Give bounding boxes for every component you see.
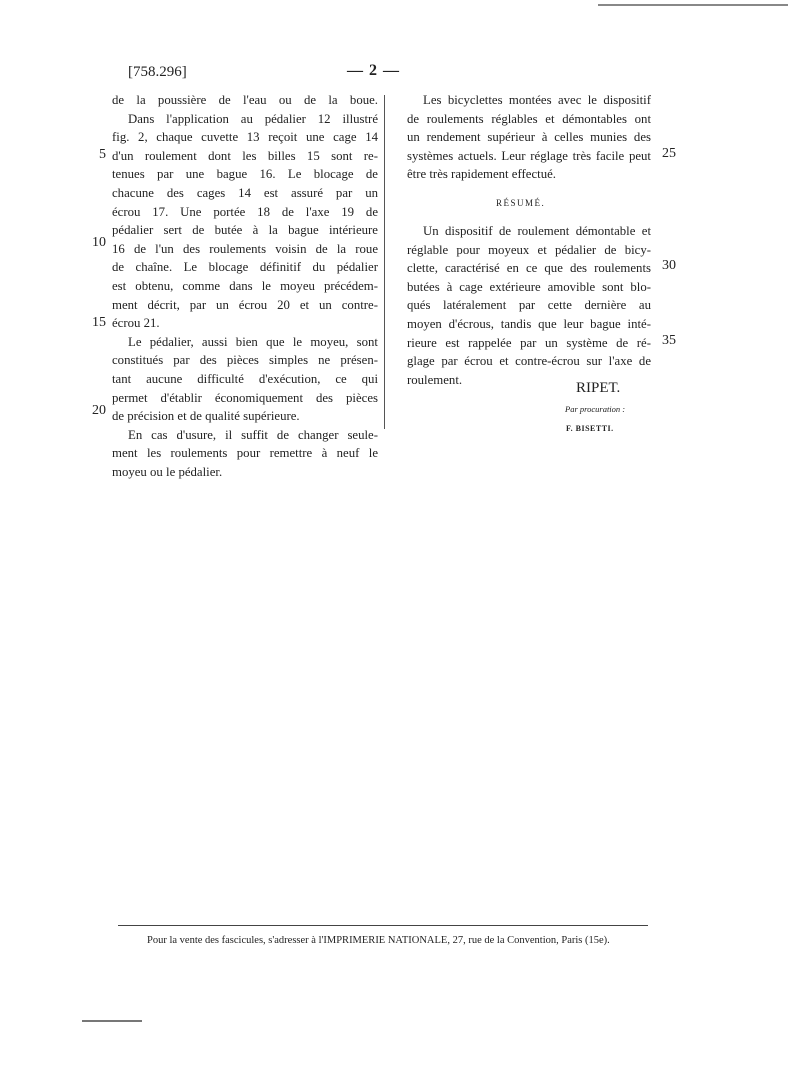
corner-rule: [82, 1020, 142, 1022]
line-number: 30: [662, 258, 676, 273]
signature-note: Par procuration :: [565, 404, 626, 414]
line-number: 5: [99, 147, 106, 162]
text-line: Les bicyclettes montées avec le dispositif: [423, 93, 651, 107]
text-line: un rendement supérieur à celles munies des: [407, 130, 651, 145]
line-number: 10: [92, 235, 106, 250]
line-number: 25: [662, 146, 676, 161]
text-line: clette, caractérisé en ce que des roulements: [407, 261, 651, 276]
text-line: Dans l'application au pédalier 12 illustré: [128, 111, 378, 126]
text-line: systèmes actuels. Leur réglage très facile peut: [407, 148, 651, 163]
right-column-paragraph: [407, 91, 651, 184]
text-line: moyeu ou le pédalier.: [112, 464, 223, 479]
line-number: 15: [92, 315, 106, 330]
text-line: est obtenu, comme dans le moyeu précédem-: [112, 278, 378, 293]
text-line: réglable pour moyeux et pédalier de bicy-: [407, 242, 651, 257]
text-line: écrou 21.: [112, 316, 160, 331]
text-line: fig. 2, chaque cuvette 13 reçoit une cage 14: [112, 130, 378, 145]
footer-text: Pour la vente des fascicules, s'adresser à l'IMPRIMERIE NATIONALE, 27, rue de la Convention, Paris (15e).: [147, 935, 610, 946]
text-line: qués latéralement par cette dernière au: [407, 298, 651, 313]
resume-text: [407, 222, 651, 389]
patent-number: [758.296]: [128, 64, 187, 80]
left-column: [112, 91, 378, 481]
text-line: être très rapidement effectué.: [407, 167, 556, 182]
text-line: tenues par une bague 16. Le blocage de: [112, 167, 378, 182]
text-line: glage par écrou et contre-écrou sur l'axe de: [407, 354, 651, 369]
text-line: En cas d'usure, il suffit de changer seule-: [128, 427, 378, 442]
text-line: de chaîne. Le blocage définitif du pédalier: [112, 260, 378, 275]
text-line: 16 de l'un des roulements voisin de la roue: [112, 241, 378, 256]
column-divider: [384, 95, 385, 429]
resume-title: RÉSUMÉ.: [496, 198, 546, 208]
text-line: moyen d'écrous, tandis que leur bague inté-: [407, 316, 651, 331]
top-rule: [598, 4, 788, 6]
text-line: constitués par des pièces simples ne présen-: [112, 353, 378, 368]
text-line: d'un roulement dont les billes 15 sont re-: [112, 148, 378, 163]
text-line: permet d'établir économiquement des pièces: [112, 390, 378, 405]
attorney-name: F. BISETTI.: [566, 424, 614, 433]
text-line: écrou 17. Une portée 18 de l'axe 19 de: [112, 204, 378, 219]
page-number: — 2 —: [347, 62, 400, 79]
text-line: roulement.: [407, 372, 463, 387]
line-number: 20: [92, 403, 106, 418]
signature-name: RIPET.: [576, 380, 621, 396]
text-line: de précision et de qualité supérieure.: [112, 409, 300, 424]
text-line: de roulements réglables et démontables ont: [407, 111, 651, 126]
text-line: butées à cage extérieure amovible sont blo-: [407, 279, 651, 294]
text-line: tant aucune difficulté d'exécution, ce qui: [112, 371, 378, 386]
text-line: ment décrit, par un écrou 20 et un contre-: [112, 297, 378, 312]
text-line: de la poussière de l'eau ou de la boue.: [112, 93, 378, 107]
text-line: Un dispositif de roulement démontable et: [423, 224, 651, 238]
text-line: Le pédalier, aussi bien que le moyeu, sont: [128, 334, 378, 349]
text-line: rieure est rappelée par un système de ré-: [407, 335, 651, 350]
text-line: pédalier sert de butée à la bague intérieure: [112, 223, 378, 238]
footer-rule: [118, 925, 648, 926]
text-line: chacune des cages 14 est assuré par un: [112, 185, 378, 200]
text-line: ment les roulements pour remettre à neuf le: [112, 446, 378, 461]
line-number: 35: [662, 333, 676, 348]
